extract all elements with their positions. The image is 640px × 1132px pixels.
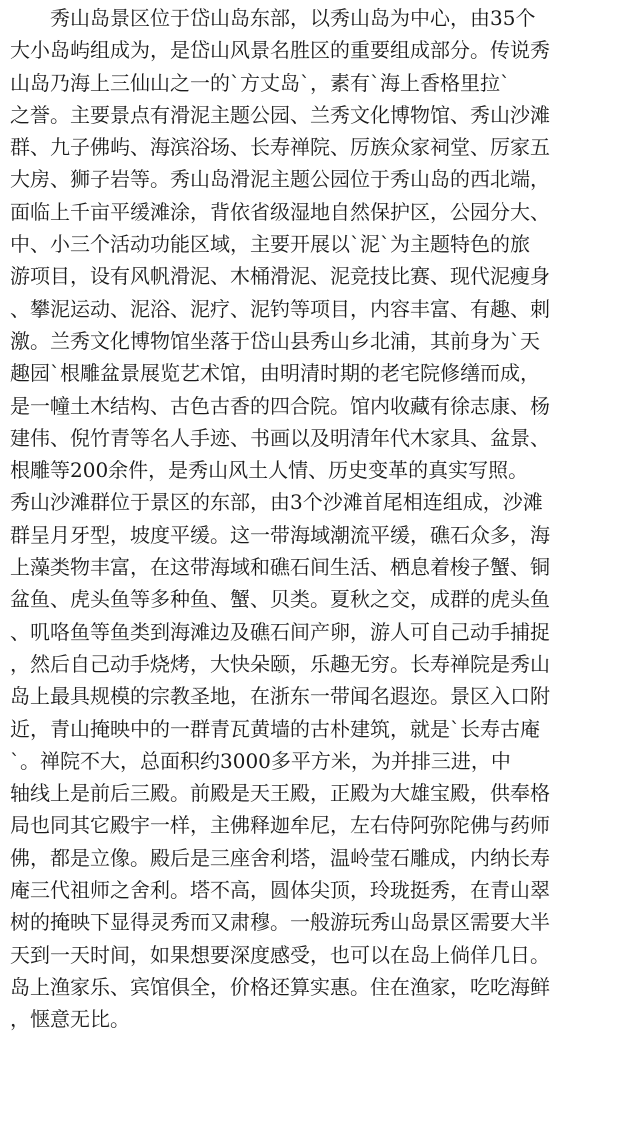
text-line: 天到一天时间，如果想要深度感受，也可以在岛上倘佯几日。 (10, 942, 550, 967)
text-line: `。禅院不大，总面积约3000多平方米，为并排三进，中 (10, 748, 511, 773)
text-line: 中、小三个活动功能区域，主要开展以`泥`为主题特色的旅 (10, 232, 530, 257)
text-line: 游项目，设有风帆滑泥、木桶滑泥、泥竞技比赛、现代泥瘦身 (10, 264, 550, 289)
text-line: 激。兰秀文化博物馆坐落于岱山县秀山乡北浦，其前身为`天 (10, 328, 540, 353)
text-line: 根雕等200余件，是秀山风土人情、历史变革的真实写照。 (10, 458, 529, 483)
text-line: 轴线上是前后三殿。前殿是天王殿，正殿为大雄宝殿，供奉格 (10, 781, 550, 806)
text-line: 大小岛屿组成为，是岱山风景名胜区的重要组成部分。传说秀 (10, 38, 550, 63)
text-line: 、攀泥运动、泥浴、泥疗、泥钓等项目，内容丰富、有趣、刺 (10, 296, 550, 321)
text-line: 局也同其它殿宇一样，主佛释迦牟尼，左右侍阿弥陀佛与药师 (10, 813, 550, 838)
text-line: 盆鱼、虎头鱼等多种鱼、蟹、贝类。夏秋之交，成群的虎头鱼 (10, 587, 550, 612)
text-line: 是一幢土木结构、古色古香的四合院。馆内收藏有徐志康、杨 (10, 393, 550, 418)
text-line: 岛上最具规模的宗教圣地，在浙东一带闻名遐迩。景区入口附 (10, 684, 550, 709)
text-line: 树的掩映下显得灵秀而又肃穆。一般游玩秀山岛景区需要大半 (10, 910, 550, 935)
text-line: 面临上千亩平缓滩涂，背依省级湿地自然保护区，公园分大、 (10, 199, 550, 224)
text-line: 上藻类物丰富，在这带海域和礁石间生活、栖息着梭子蟹、铜 (10, 555, 550, 580)
text-line: 庵三代祖师之舍利。塔不高，圆体尖顶，玲珑挺秀，在青山翠 (10, 878, 550, 903)
text-line: 山岛乃海上三仙山之一的`方丈岛`，素有`海上香格里拉` (10, 70, 510, 95)
text-line: 群、九子佛屿、海滨浴场、长寿禅院、厉族众家祠堂、厉家五 (10, 135, 550, 160)
text-line: 秀山岛景区位于岱山岛东部，以秀山岛为中心，由35个 (10, 6, 536, 30)
text-line: 大房、狮子岩等。秀山岛滑泥主题公园位于秀山岛的西北端， (10, 167, 550, 192)
text-line: 佛，都是立像。殿后是三座舍利塔，温岭莹石雕成，内纳长寿 (10, 845, 550, 870)
text-line: 建伟、倪竹青等名人手迹、书画以及明清年代木家具、盆景、 (10, 425, 550, 450)
text-line: 趣园`根雕盆景展览艺术馆，由明清时期的老宅院修缮而成， (10, 361, 540, 386)
text-line: 之誉。主要景点有滑泥主题公园、兰秀文化博物馆、秀山沙滩 (10, 102, 550, 127)
text-line: ，惬意无比。 (10, 1007, 130, 1032)
text-line: 、叽咯鱼等鱼类到海滩边及礁石间产卵，游人可自己动手捕捉 (10, 619, 550, 644)
text-line: ，然后自己动手烧烤，大快朵颐，乐趣无穷。长寿禅院是秀山 (10, 651, 550, 676)
text-line: 群呈月牙型，坡度平缓。这一带海域潮流平缓，礁石众多，海 (10, 522, 550, 547)
text-line: 秀山沙滩群位于景区的东部，由3个沙滩首尾相连组成，沙滩 (10, 490, 543, 515)
text-line: 岛上渔家乐、宾馆俱全，价格还算实惠。住在渔家，吃吃海鲜 (10, 974, 550, 999)
text-line: 近，青山掩映中的一群青瓦黄墙的古朴建筑，就是`长寿古庵 (10, 716, 540, 741)
article-body (10, 2, 638, 1036)
